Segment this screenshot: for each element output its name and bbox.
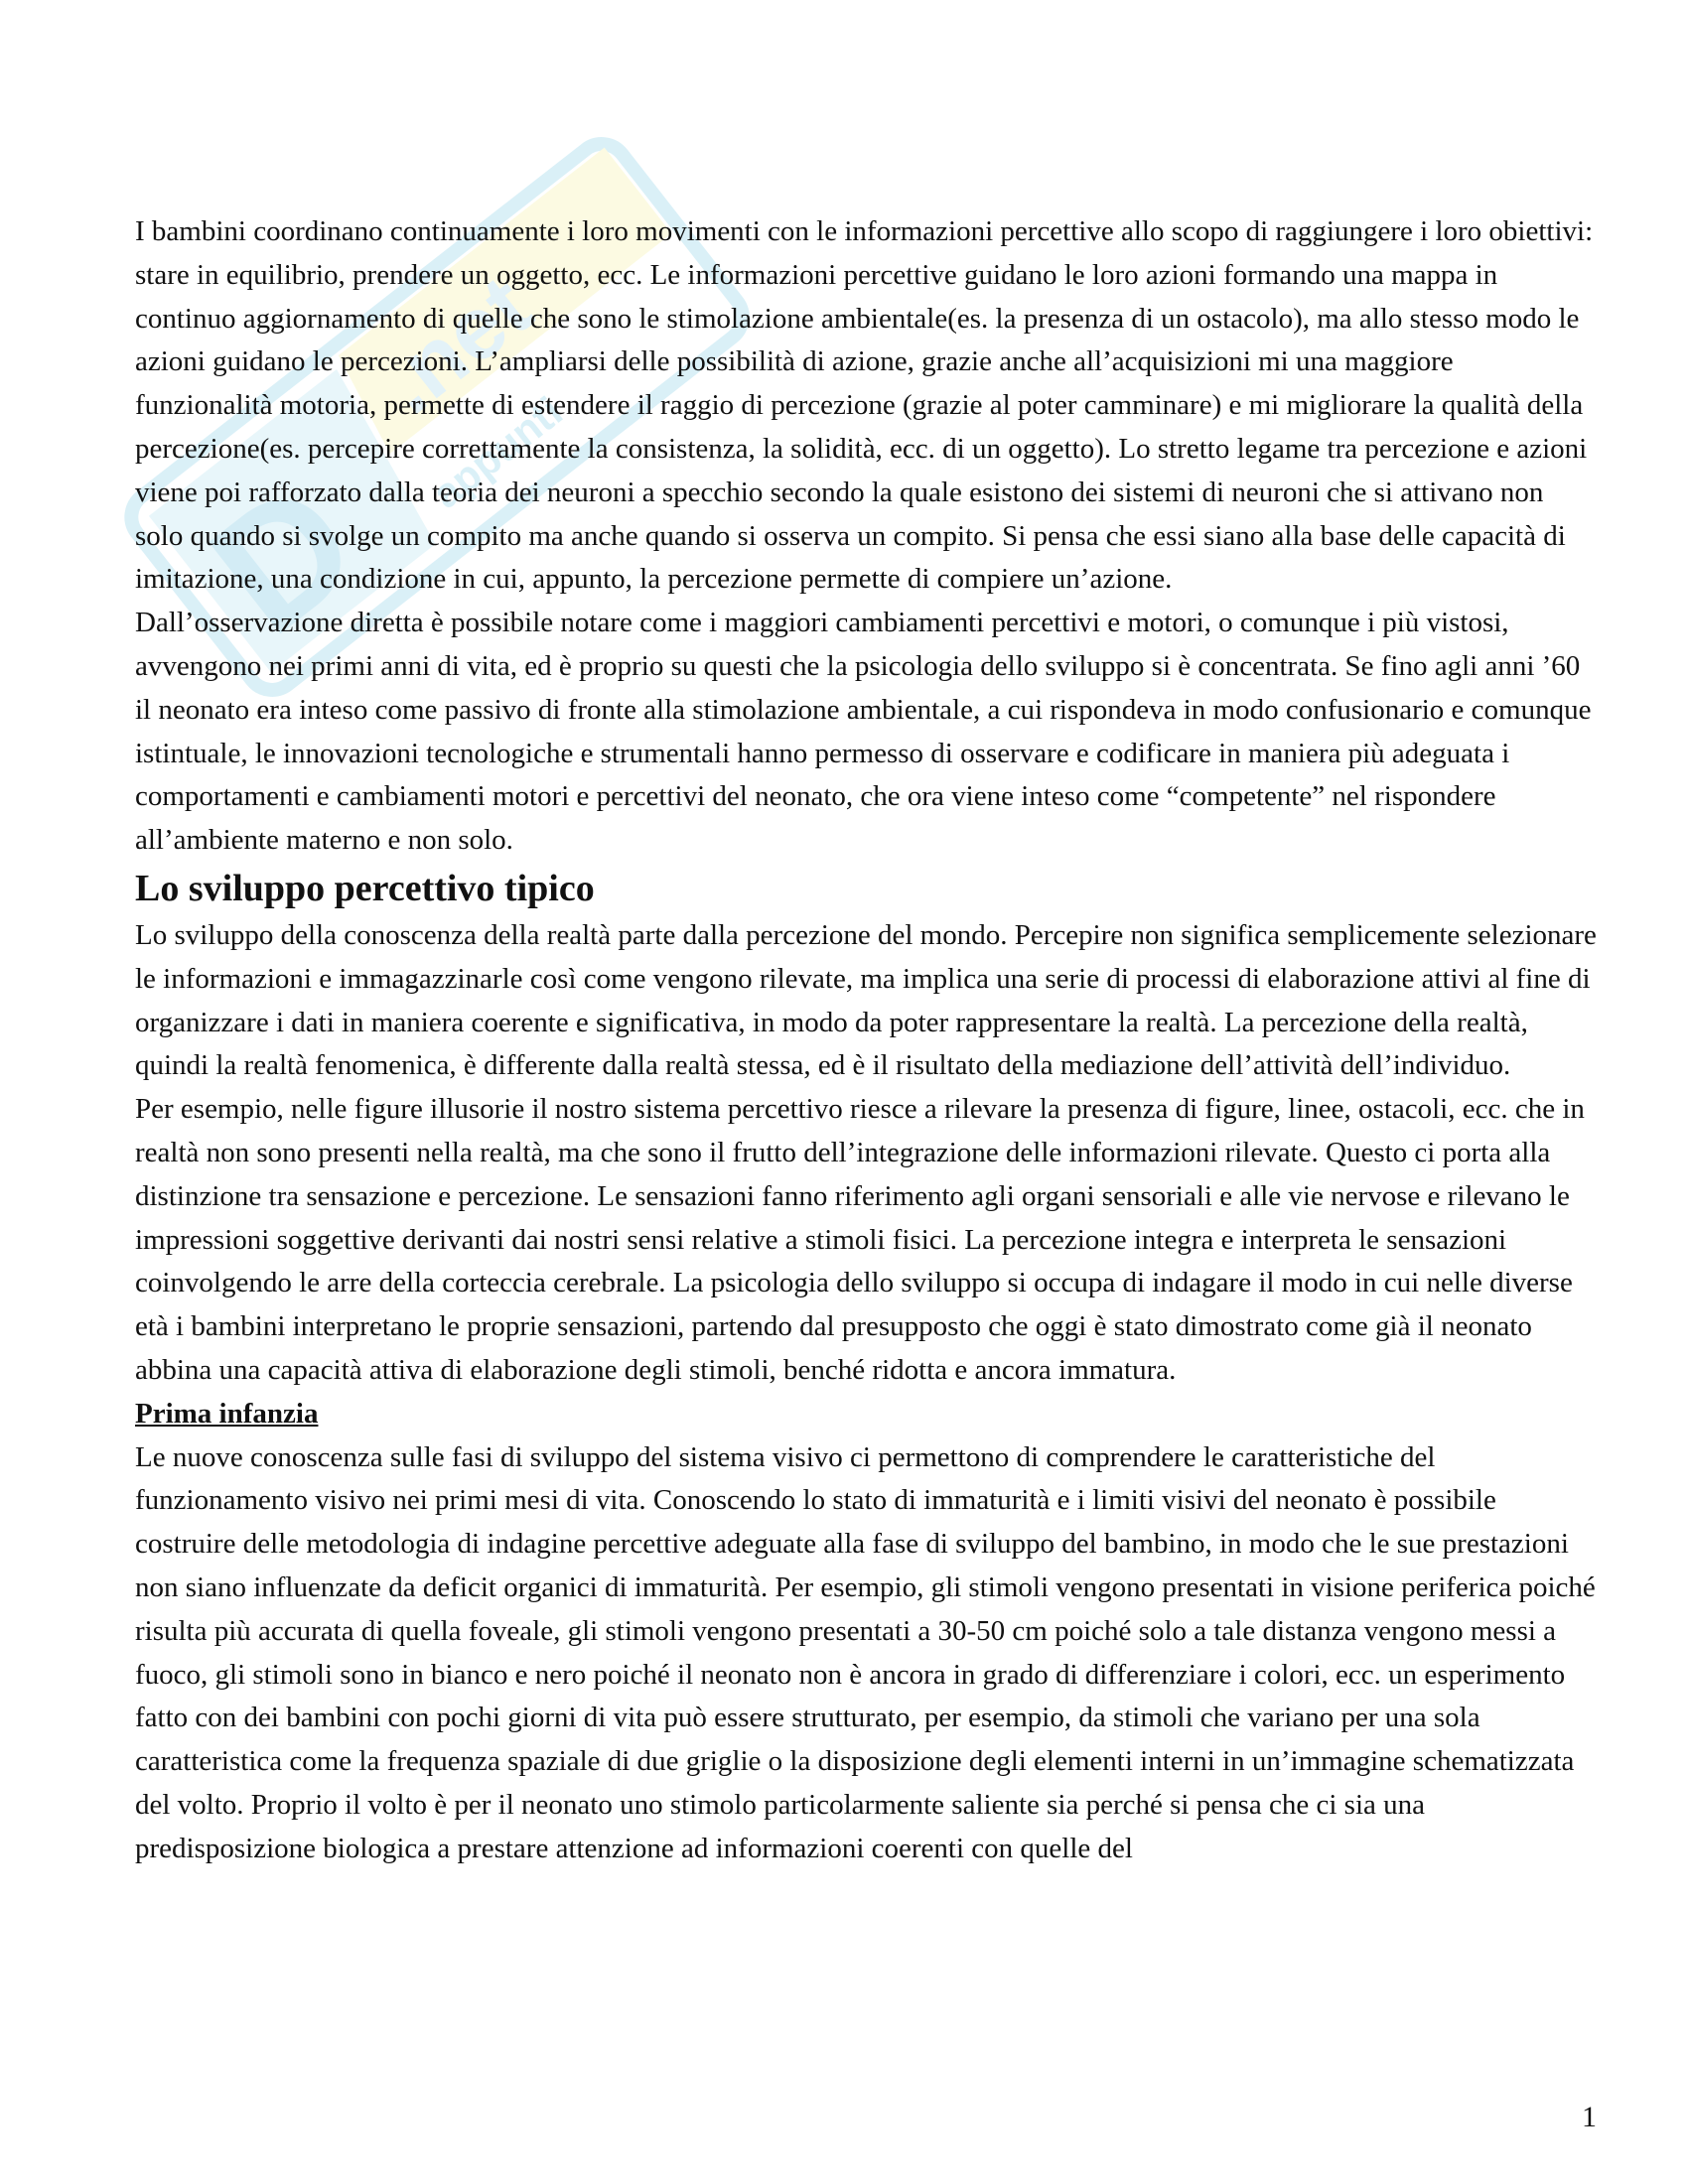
svg-text:appunti: appunti	[423, 387, 571, 517]
subsection-paragraph: Le nuove conoscenza sulle fasi di sviluppo del sistema visivo ci permettono di comprendere le caratteristiche del funzionamento visivo nei primi mesi di vita. Conoscendo lo stato di immaturità e i limiti visivi del neonato è possibile costruire delle metodologia di indagine percettive adeguate alla fase di sviluppo del bambino, in modo che le sue prestazioni non siano influenzate da deficit organici di immaturità. Per esempio, gli stimoli vengono presentati in visione periferica poiché risulta più accurata di quella foveale, gli stimoli vengono presentati a 30-50 cm poiché solo a tale distanza vengono messi a fuoco, gli stimoli sono in bianco e nero poiché il neonato non è ancora in grado di differenziare i colori, ecc. un esperimento fatto con dei bambini con pochi giorni di vita può essere strutturato, per esempio, da stimoli che variano per una sola caratteristica come la frequenza spaziale di due griglie o la disposizione degli elementi interni in un’immagine schematizzata del volto. Proprio il volto è per il neonato uno stimolo particolarmente saliente sia perché si pensa che ci sia una predisposizione biologica a prestare attenzione ad informazioni coerenti con quelle del	[135, 1440, 1596, 1864]
section-paragraph: Per esempio, nelle figure illusorie il nostro sistema percettivo riesce a rilevare la presenza di figure, linee, ostacoli, ecc. che in realtà non sono presenti nella realtà, ma che sono il frutto dell’integrazione delle informazioni rilevate. Questo ci porta alla distinzione tra sensazione e percezione. Le sensazioni fanno riferimento agli organi sensoriali e alle vie nervose e rilevano le impressioni soggettive derivanti dai nostri sensi relative a stimoli fisici. La percezione integra e interpreta le sensazioni coinvolgendo le arre della corteccia cerebrale. La psicologia dello sviluppo si occupa di indagare il modo in cui nelle diverse età i bambini interpretano le proprie sensazioni, partendo dal presupposto che oggi è stato dimostrato come già il neonato abbina una capacità attiva di elaborazione degli stimoli, benché ridotta e ancora immatura.	[135, 1093, 1585, 1386]
intro-paragraph: I bambini coordinano continuamente i loro movimenti con le informazioni percettive allo scopo di raggiungere i loro obiettivi: stare in equilibrio, prendere un oggetto, ecc. Le informazioni percettive guidano le loro azioni formando una mappa in continuo aggiornamento di quelle che sono le stimolazione ambientale(es. la presenza di un ostacolo), ma allo stesso modo le azioni guidano le percezioni. L’ampliarsi delle possibilità di azione, grazie anche all’acquisizioni mi una maggiore funzionalità motoria, permette di estendere il raggio di percezione (grazie al poter camminare) e mi migliorare la qualità della percezione(es. percepire correttamente la consistenza, la solidità, ecc. di un oggetto). Lo stretto legame tra percezione e azioni viene poi rafforzato dalla teoria dei neuroni a specchio secondo la quale esistono dei sistemi di neuroni che si attivano non solo quando si svolge un compito ma anche quando si osserva un compito. Si pensa che essi siano alla base delle capacità di imitazione, una condizione in cui, appunto, la percezione permette di compiere un’azione.	[135, 215, 1594, 596]
subsection-heading: Prima infanzia	[135, 1397, 319, 1430]
section-paragraph: Lo sviluppo della conoscenza della realtà parte dalla percezione del mondo. Percepire non significa semplicemente selezionare le informazioni e immagazzinarle così come vengono rilevate, ma implica una serie di processi di elaborazione attivi al fine di organizzare i dati in maniera coerente e significativa, in modo da poter rappresentare la realtà. La percezione della realtà, quindi la realtà fenomenica, è differente dalla realtà stessa, ed è il risultato della mediazione dell’attività dell’individuo.	[135, 918, 1597, 1082]
page-number: 1	[1582, 2101, 1597, 2133]
document-body	[135, 210, 1597, 1870]
intro-paragraph: Dall’osservazione diretta è possibile notare come i maggiori cambiamenti percettivi e motori, o comunque i più vistosi, avvengono nei primi anni di vita, ed è proprio su questi che la psicologia dello sviluppo si è concentrata. Se fino agli anni ’60 il neonato era inteso come passivo di fronte alla stimolazione ambientale, a cui rispondeva in modo confusionario e comunque istintuale, le innovazioni tecnologiche e strumentali hanno permesso di osservare e codificare in maniera più adeguata i comportamenti e cambiamenti motori e percettivi del neonato, che ora viene inteso come “competente” nel rispondere all’ambiente materno e non solo.	[135, 607, 1592, 857]
section-heading: Lo sviluppo percettivo tipico	[135, 867, 595, 909]
svg-text:.net: .net	[362, 256, 550, 434]
svg-text:D: D	[178, 446, 390, 670]
